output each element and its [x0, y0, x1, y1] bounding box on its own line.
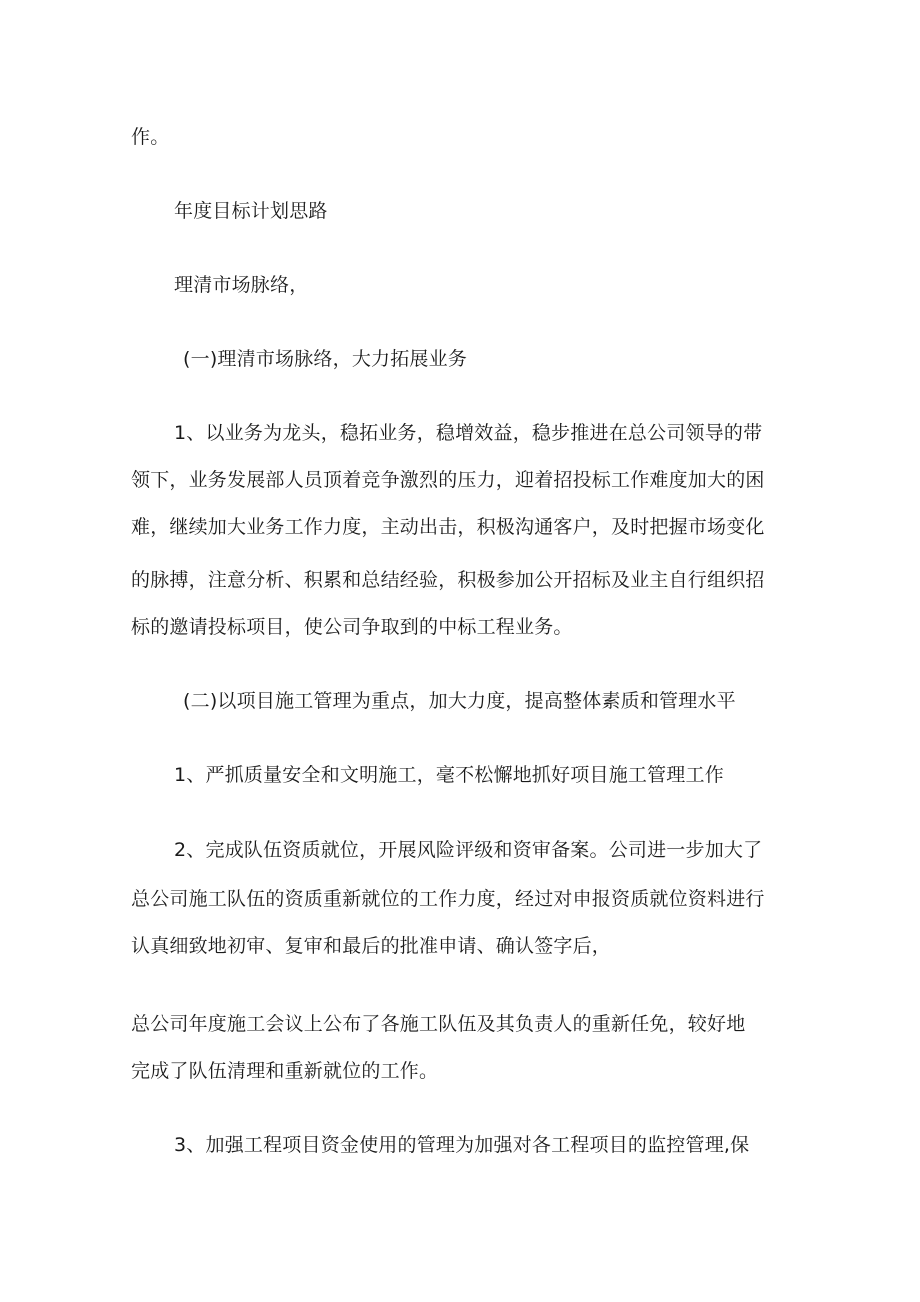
paragraph-1-line-1: 1、以业务为龙头，稳拓业务，稳增效益，稳步推进在总公司领导的带 [174, 422, 763, 444]
paragraph-1-line-5: 标的邀请投标项目，使公司争取到的中标工程业务。 [131, 616, 573, 638]
item-3-funds: 3、加强工程项目资金使用的管理为加强对各工程项目的监控管理,保 [174, 1134, 750, 1156]
section-title-annual-plan: 年度目标计划思路 [174, 200, 328, 222]
heading-part-one: (一)理清市场脉络，大力拓展业务 [183, 348, 468, 370]
item-1-quality: 1、严抓质量安全和文明施工，毫不松懈地抓好项目施工管理工作 [174, 764, 724, 786]
heading-part-two: (二)以项目施工管理为重点，加大力度，提高整体素质和管理水平 [183, 690, 736, 712]
paragraph-2-line-3: 认真细致地初审、复审和最后的批准申请、确认签字后， [131, 935, 612, 957]
paragraph-2-line-2: 总公司施工队伍的资质重新就位的工作力度，经过对申报资质就位资料进行 [131, 888, 765, 910]
paragraph-3-line-2: 完成了队伍清理和重新就位的工作。 [131, 1060, 439, 1082]
text-line-continuation: 作。 [131, 126, 170, 148]
paragraph-1-line-4: 的脉搏，注意分析、积累和总结经验，积极参加公开招标及业主自行组织招 [131, 569, 765, 591]
paragraph-1-line-2: 领下，业务发展部人员顶着竞争激烈的压力，迎着招投标工作难度加大的困 [131, 469, 765, 491]
paragraph-3-line-1: 总公司年度施工会议上公布了各施工队伍及其负责人的重新任免，较好地 [131, 1013, 746, 1035]
paragraph-2-line-1: 2、完成队伍资质就位，开展风险评级和资审备案。公司进一步加大了 [174, 839, 763, 861]
paragraph-1-line-3: 难，继续加大业务工作力度，主动出击，积极沟通客户，及时把握市场变化 [131, 516, 765, 538]
subtitle-market: 理清市场脉络， [174, 274, 309, 296]
